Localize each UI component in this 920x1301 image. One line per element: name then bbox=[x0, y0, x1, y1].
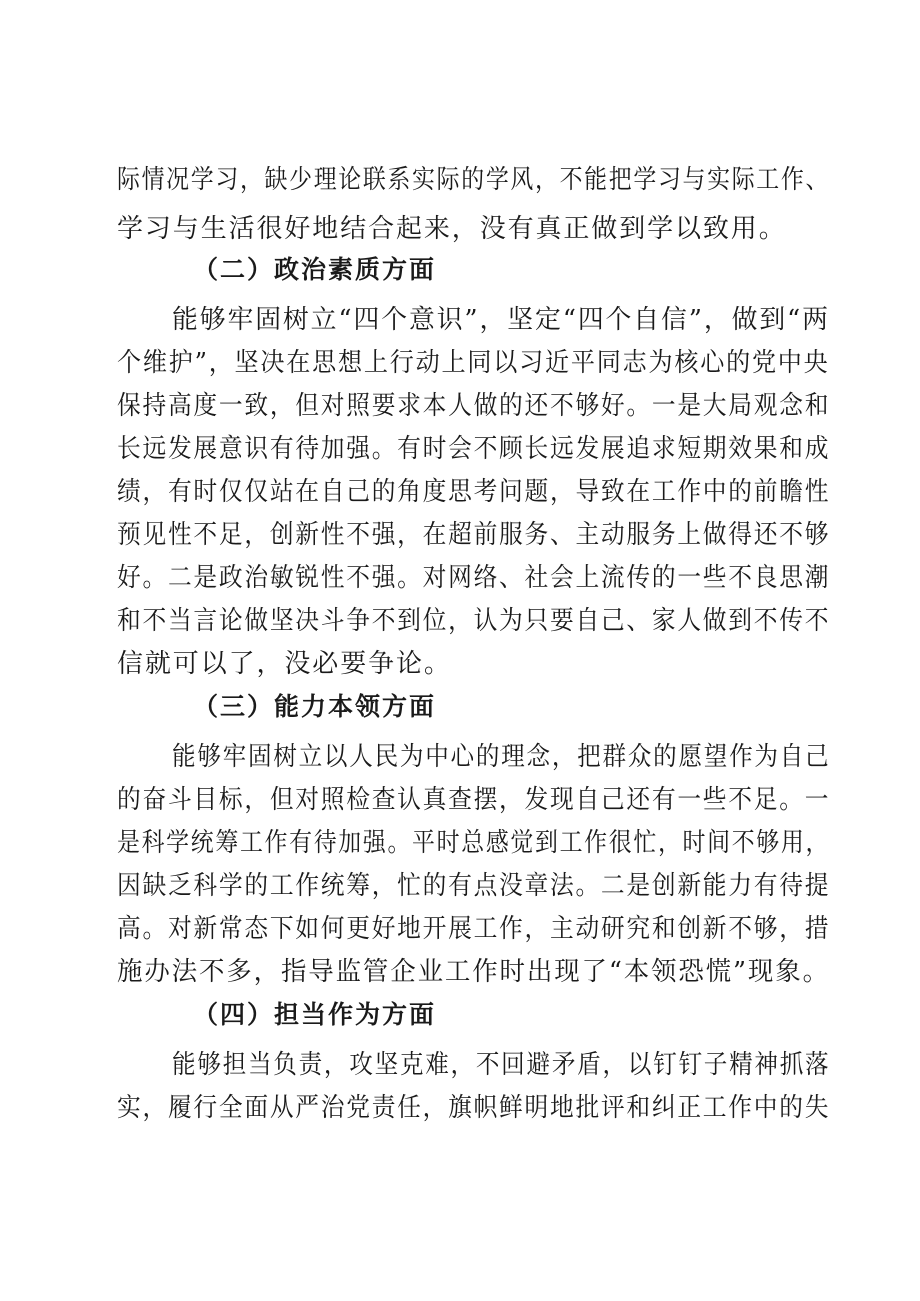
paragraph-line: 能够牢固树立以人民为中心的理念，把群众的愿望作为自己 bbox=[172, 742, 831, 772]
paragraph-line: 个维护”，坚决在思想上行动上同以习近平同志为核心的党中央 bbox=[117, 348, 830, 378]
paragraph-line: 际情况学习，缺少理论联系实际的学风，不能把学习与实际工作、 bbox=[117, 165, 831, 195]
paragraph-line: 长远发展意识有待加强。有时会不顾长远发展追求短期效果和成 bbox=[117, 434, 831, 464]
paragraph-line: 施办法不多，指导监管企业工作时出现了“本领恐慌”现象。 bbox=[117, 957, 830, 987]
paragraph-line: 和不当言论做坚决斗争不到位，认为只要自己、家人做到不传不 bbox=[117, 606, 831, 636]
section-heading: （三）能力本领方面 bbox=[193, 692, 437, 721]
paragraph-line: 预见性不足，创新性不强，在超前服务、主动服务上做得还不够 bbox=[117, 520, 831, 550]
paragraph-line: 绩，有时仅仅站在自己的角度思考问题，导致在工作中的前瞻性 bbox=[117, 477, 831, 507]
paragraph-line: 是科学统筹工作有待加强。平时总感觉到工作很忙，时间不够用， bbox=[117, 828, 831, 858]
paragraph-line: 保持高度一致，但对照要求本人做的还不够好。一是大局观念和 bbox=[117, 391, 831, 421]
paragraph-line: 因缺乏科学的工作统筹，忙的有点没章法。二是创新能力有待提 bbox=[117, 871, 831, 901]
paragraph-line: 学习与生活很好地结合起来，没有真正做到学以致用。 bbox=[117, 214, 787, 244]
paragraph-line: 的奋斗目标，但对照检查认真查摆，发现自己还有一些不足。一 bbox=[117, 785, 831, 815]
paragraph-line: 好。二是政治敏锐性不强。对网络、社会上流传的一些不良思潮 bbox=[117, 563, 831, 593]
paragraph-line: 实，履行全面从严治党责任，旗帜鲜明地批评和纠正工作中的失 bbox=[117, 1093, 831, 1123]
section-heading: （四）担当作为方面 bbox=[193, 1000, 437, 1029]
paragraph-line: 能够牢固树立“四个意识”，坚定“四个自信”，做到“两 bbox=[172, 305, 830, 335]
section-heading: （二）政治素质方面 bbox=[193, 255, 437, 284]
paragraph-line: 信就可以了，没必要争论。 bbox=[117, 649, 452, 679]
paragraph-line: 高。对新常态下如何更好地开展工作，主动研究和创新不够，措 bbox=[117, 914, 831, 944]
paragraph-line: 能够担当负责，攻坚克难，不回避矛盾，以钉钉子精神抓落 bbox=[172, 1050, 831, 1080]
